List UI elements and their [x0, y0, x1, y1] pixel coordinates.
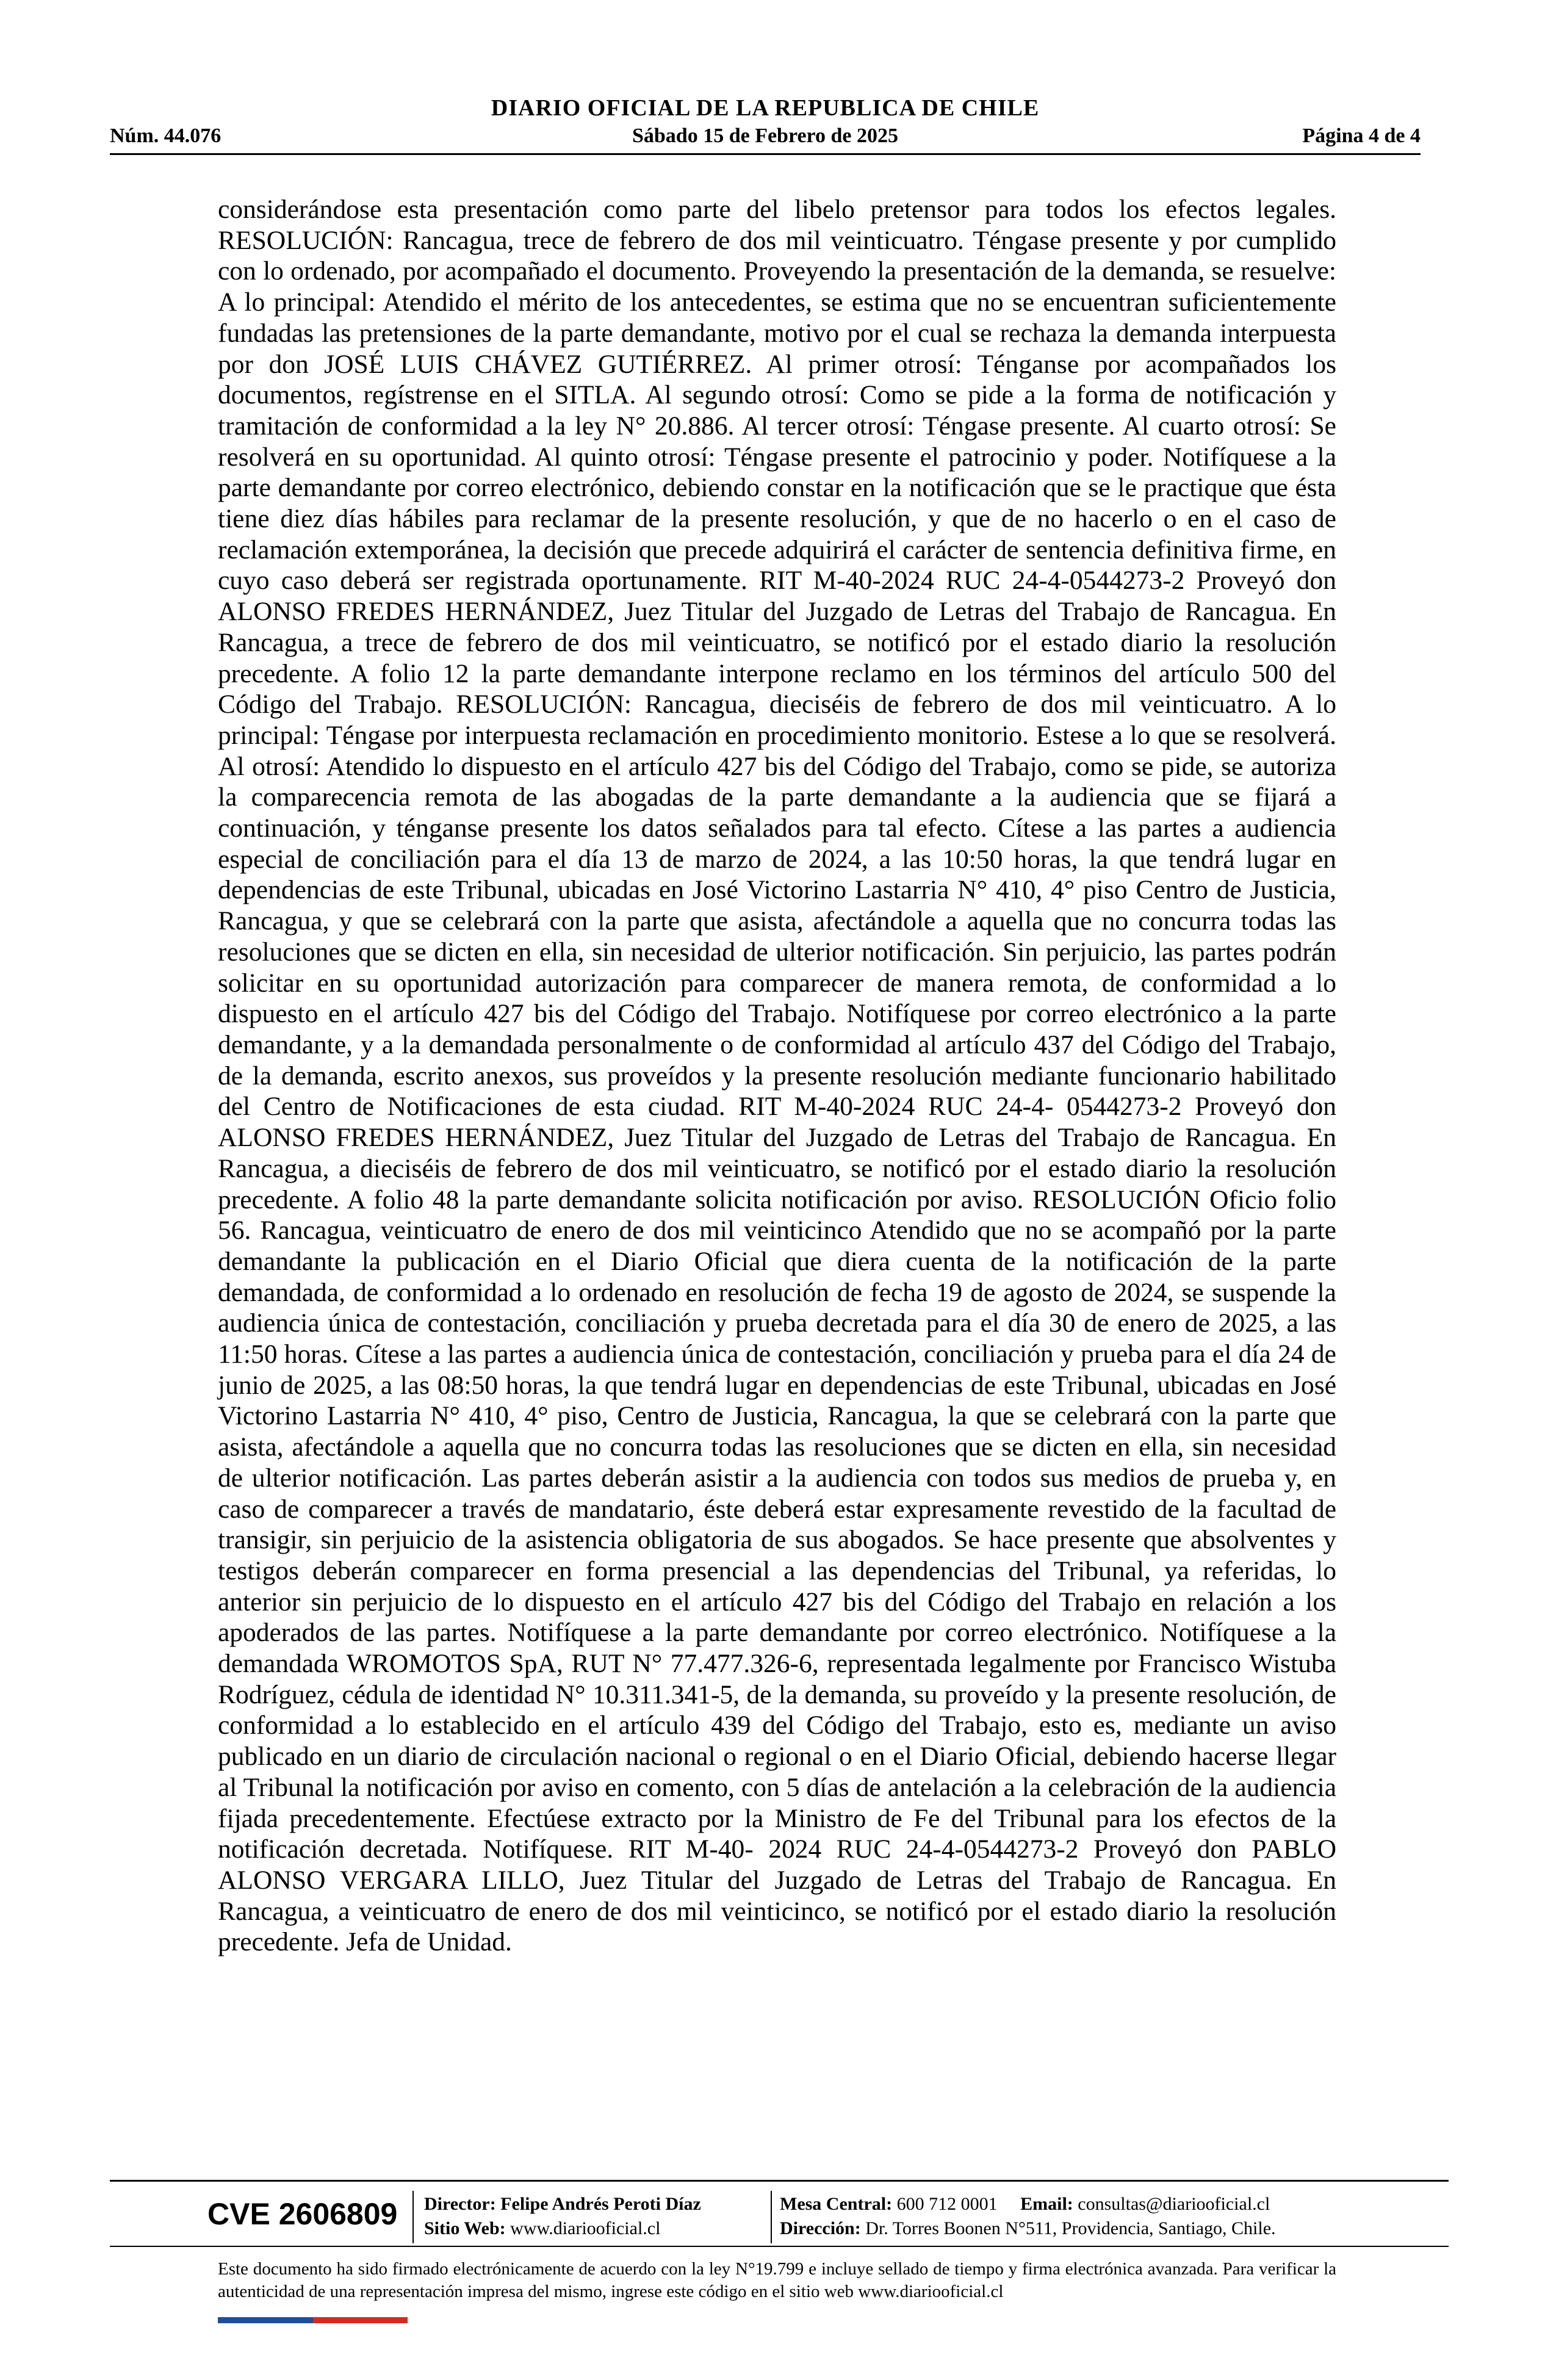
signature-disclaimer: Este documento ha sido firmado electrónicamente de acuerdo con la ley N°19.799 e incluye sellado de tiempo y firma electrónica avanzada. Para verificar la autenticidad de una representación impresa del mismo, ingrese este código en el sitio web www.diariooficial.cl: [218, 2259, 1336, 2301]
flag-red-segment: [313, 2317, 408, 2323]
page-number: Página 4 de 4: [1302, 124, 1421, 147]
flag-blue-segment: [218, 2317, 313, 2323]
phone-number: 600 712 0001: [896, 2194, 998, 2214]
contact-line: [780, 2192, 1276, 2216]
footer-bottom-divider: [110, 2246, 1449, 2247]
email-label: Email:: [1020, 2194, 1073, 2214]
address-line: [780, 2216, 1276, 2241]
cve-code: CVE 2606809: [207, 2197, 398, 2231]
publication-title: DIARIO OFICIAL DE LA REPUBLICA DE CHILE: [491, 95, 1040, 121]
phone-label: Mesa Central:: [780, 2194, 893, 2214]
website-link[interactable]: www.diariooficial.cl: [510, 2218, 661, 2238]
publication-date: Sábado 15 de Febrero de 2025: [632, 124, 899, 147]
footer-director-column: [424, 2192, 701, 2241]
header-divider: [110, 153, 1421, 155]
address-label: Dirección:: [780, 2218, 861, 2238]
director-label: Director:: [424, 2194, 496, 2214]
footer-separator: [771, 2191, 772, 2243]
issue-number: Núm. 44.076: [110, 124, 222, 147]
footer-separator: [412, 2191, 414, 2243]
page-header: [110, 95, 1421, 157]
website-label: Sitio Web:: [424, 2218, 506, 2238]
header-info-row: [110, 121, 1421, 151]
director-line: [424, 2192, 701, 2216]
page-footer: [110, 2185, 1449, 2252]
website-line: [424, 2216, 701, 2241]
address-text: Dr. Torres Boonen N°511, Providencia, Santiago, Chile.: [865, 2218, 1276, 2238]
body-paragraph: considerándose esta presentación como parte del libelo pretensor para todos los efectos legales. RESOLUCIÓN: Rancagua, trece de febrero de dos mil veinticuatro. Téngase presente y por cumplido con lo ordenado, por acompañado el documento. Proveyendo la presentación de la demanda, se resuelve: A lo principal: Atendido el mérito de los antecedentes, se estima que no se encuentran suficientemente fundadas las pretensiones de la parte demandante, motivo por el cual se rechaza la demanda interpuesta por don JOSÉ LUIS CHÁVEZ GUTIÉRREZ. Al primer otrosí: Ténganse por acompañados los documentos, regístrense en el SITLA. Al segundo otrosí: Como se pide a la forma de notificación y tramitación de conformidad a la ley N° 20.886. Al tercer otrosí: Téngase presente. Al cuarto otrosí: Se resolverá en su oportunidad. Al quinto otrosí: Téngase presente el patrocinio y poder. Notifíquese a la parte demandante por correo electrónico, debiendo constar en la notificación que se le practique que ésta tiene diez días hábiles para reclamar de la presente resolución, y que de no hacerlo o en el caso de reclamación extemporánea, la decisión que precede adquirirá el carácter de sentencia definitiva firme, en cuyo caso deberá ser registrada oportunamente. RIT M-40-2024 RUC 24-4-0544273-2 Proveyó don ALONSO FREDES HERNÁNDEZ, Juez Titular del Juzgado de Letras del Trabajo de Rancagua. En Rancagua, a trece de febrero de dos mil veinticuatro, se notificó por el estado diario la resolución precedente. A folio 12 la parte demandante interpone reclamo en los términos del artículo 500 del Código del Trabajo. RESOLUCIÓN: Rancagua, dieciséis de febrero de dos mil veinticuatro. A lo principal: Téngase por interpuesta reclamación en procedimiento monitorio. Estese a lo que se resolverá. Al otrosí: Atendido lo dispuesto en el artículo 427 bis del Código del Trabajo, como se pide, se autoriza la comparecencia remota de las abogadas de la parte demandante a la audiencia que se fijará a continuación, y ténganse presente los datos señalados para tal efecto. Cítese a las partes a audiencia especial de conciliación para el día 13 de marzo de 2024, a las 10:50 horas, la que tendrá lugar en dependencias de este Tribunal, ubicadas en José Victorino Lastarria N° 410, 4° piso Centro de Justicia, Rancagua, y que se celebrará con la parte que asista, afectándole a aquella que no concurra todas las resoluciones que se dicten en ella, sin necesidad de ulterior notificación. Sin perjuicio, las partes podrán solicitar en su oportunidad autorización para comparecer de manera remota, de conformidad a lo dispuesto en el artículo 427 bis del Código del Trabajo. Notifíquese por correo electrónico a la parte demandante, y a la demandada personalmente o de conformidad al artículo 437 del Código del Trabajo, de la demanda, escrito anexos, sus proveídos y la presente resolución mediante funcionario habilitado del Centro de Notificaciones de esta ciudad. RIT M-40-2024 RUC 24-4- 0544273-2 Proveyó don ALONSO FREDES HERNÁNDEZ, Juez Titular del Juzgado de Letras del Trabajo de Rancagua. En Rancagua, a dieciséis de febrero de dos mil veinticuatro, se notificó por el estado diario la resolución precedente. A folio 48 la parte demandante solicita notificación por aviso. RESOLUCIÓN Oficio folio 56. Rancagua, veinticuatro de enero de dos mil veinticinco Atendido que no se acompañó por la parte demandante la publicación en el Diario Oficial que diera cuenta de la notificación de la parte demandada, de conformidad a lo ordenado en resolución de fecha 19 de agosto de 2024, se suspende la audiencia única de contestación, conciliación y prueba decretada para el día 30 de enero de 2025, a las 11:50 horas. Cítese a las partes a audiencia única de contestación, conciliación y prueba para el día 24 de junio de 2025, a las 08:50 horas, la que tendrá lugar en dependencias de este Tribunal, ubicadas en José Victorino Lastarria N° 410, 4° piso, Centro de Justicia, Rancagua, la que se celebrará con la parte que asista, afectándole a aquella que no concurra todas las resoluciones que se dicten en ella, sin necesidad de ulterior notificación. Las partes deberán asistir a la audiencia con todos sus medios de prueba y, en caso de comparecer a través de mandatario, éste deberá estar expresamente revestido de la facultad de transigir, sin perjuicio de la asistencia obligatoria de sus abogados. Se hace presente que absolventes y testigos deberán comparecer en forma presencial a las dependencias del Tribunal, ya referidas, lo anterior sin perjuicio de lo dispuesto en el artículo 427 bis del Código del Trabajo en relación a los apoderados de las partes. Notifíquese a la parte demandante por correo electrónico. Notifíquese a la demandada WROMOTOS SpA, RUT N° 77.477.326-6, representada legalmente por Francisco Wistuba Rodríguez, cédula de identidad N° 10.311.341-5, de la demanda, su proveído y la presente resolución, de conformidad a lo establecido en el artículo 439 del Código del Trabajo, esto es, mediante un aviso publicado en un diario de circulación nacional o regional o en el Diario Oficial, debiendo hacerse llegar al Tribunal la notificación por aviso en comento, con 5 días de antelación a la celebración de la audiencia fijada precedentemente. Efectúese extracto por la Ministro de Fe del Tribunal para los efectos de la notificación decretada. Notifíquese. RIT M-40- 2024 RUC 24-4-0544273-2 Proveyó don PABLO ALONSO VERGARA LILLO, Juez Titular del Juzgado de Letras del Trabajo de Rancagua. En Rancagua, a veinticuatro de enero de dos mil veinticinco, se notificó por el estado diario la resolución precedente. Jefa de Unidad.: [218, 195, 1336, 1957]
email-link[interactable]: consultas@diariooficial.cl: [1078, 2194, 1270, 2214]
flag-color-bar: [218, 2317, 408, 2323]
footer-top-divider: [110, 2180, 1449, 2182]
director-name: Felipe Andrés Peroti Díaz: [500, 2194, 701, 2214]
footer-contact-column: [780, 2192, 1276, 2241]
